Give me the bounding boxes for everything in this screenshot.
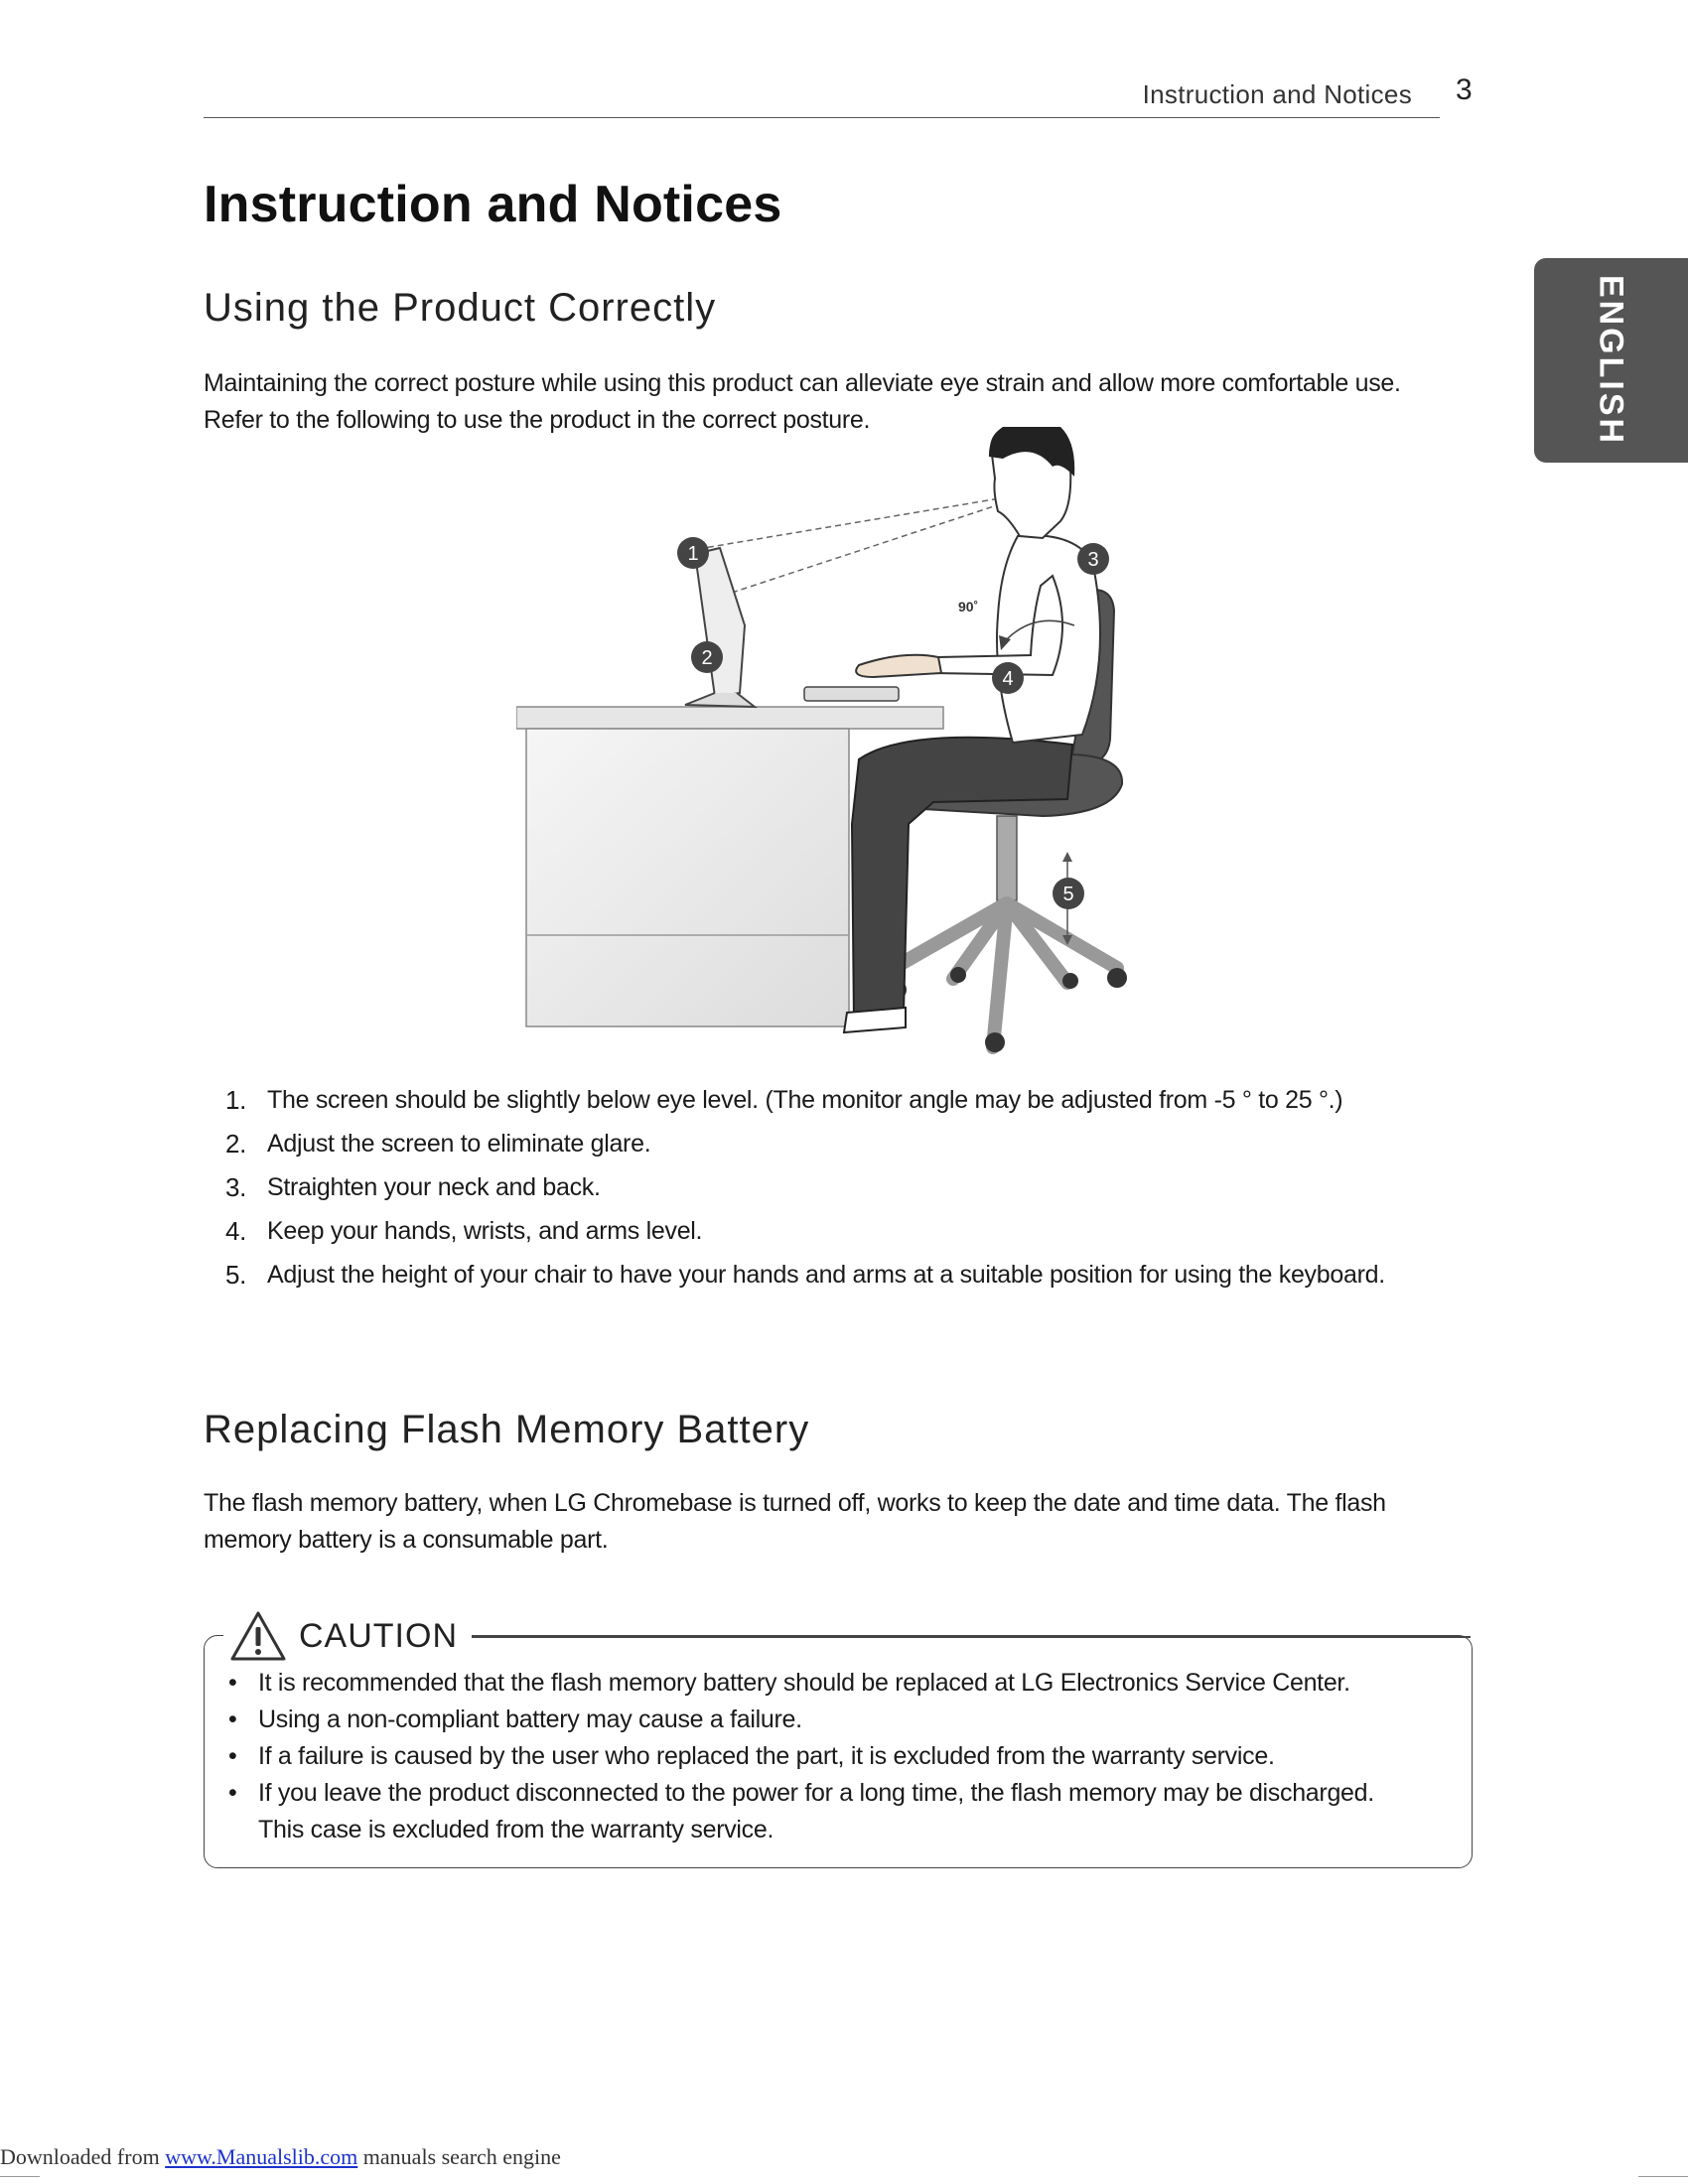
caution-rule [472, 1636, 1471, 1638]
caution-item-4-line-1: • If you leave the product disconnected to the power for a long time, the flash memory may be discharged. [258, 1779, 1374, 1807]
footer [0, 2144, 561, 2170]
step-text: The screen should be slightly below eye level. (The monitor angle may be adjusted from -5 ° to 25 °.) [267, 1086, 1343, 1114]
person-hand [856, 655, 941, 677]
chair-base [894, 903, 1117, 1047]
posture-illustration [516, 427, 1162, 1062]
callout-3 [1077, 543, 1109, 575]
posture-intro-line-1: Maintaining the correct posture while using this product can alleviate eye strain and allow more comfortable use. [204, 369, 1401, 397]
language-tab-label: ENGLISH [1592, 274, 1630, 447]
keyboard [804, 687, 899, 701]
list-item [204, 1126, 1455, 1169]
battery-intro-line-1: The flash memory battery, when LG Chromebase is turned off, works to keep the date and time data. The flash [204, 1489, 1386, 1517]
warning-icon [229, 1610, 287, 1662]
list-item [204, 1213, 1455, 1257]
list-item [204, 1082, 1455, 1126]
callout-1-label: 1 [687, 543, 699, 565]
callout-4 [992, 662, 1024, 694]
list-item [226, 1775, 1448, 1848]
callout-5-label: 5 [1062, 884, 1074, 905]
step-text: Adjust the height of your chair to have your hands and arms at a suitable position for using the keyboard. [267, 1261, 1385, 1289]
callout-2 [691, 641, 723, 673]
footer-crop-mark-right [1638, 2176, 1688, 2177]
step-number: 3. [225, 1172, 247, 1202]
list-item [204, 1169, 1455, 1213]
list-item: • It is recommended that the flash memory battery should be replaced at LG Electronics Service Center. [226, 1665, 1448, 1702]
callout-5 [1053, 878, 1084, 909]
section-heading-battery: Replacing Flash Memory Battery [204, 1408, 810, 1451]
desk-body [526, 729, 849, 1026]
list-item: • If a failure is caused by the user who replaced the part, it is excluded from the warranty service. [226, 1738, 1448, 1775]
angle-label: 90˚ [958, 599, 979, 614]
list-item [204, 1257, 1455, 1300]
caution-list [226, 1665, 1448, 1848]
caution-title: CAUTION [299, 1616, 458, 1655]
callout-3-label: 3 [1087, 549, 1099, 571]
caution-item-4-line-2: This case is excluded from the warranty service. [258, 1816, 774, 1843]
footer-link[interactable]: www.Manualslib.com [165, 2144, 358, 2169]
step-number: 4. [225, 1216, 247, 1246]
sight-line-bottom [732, 504, 1000, 593]
sight-line-top [698, 498, 1000, 549]
battery-intro-line-2: memory battery is a consumable part. [204, 1526, 609, 1554]
desk-top [516, 707, 943, 729]
person-shoe [844, 1008, 906, 1032]
language-tab [1534, 258, 1688, 463]
footer-prefix: Downloaded from [0, 2144, 166, 2169]
step-number: 5. [225, 1260, 247, 1290]
running-header-title: Instruction and Notices [1142, 79, 1412, 109]
section-heading-posture: Using the Product Correctly [204, 286, 717, 330]
running-header [204, 69, 1440, 118]
callout-1 [677, 537, 709, 569]
posture-steps [204, 1082, 1455, 1300]
callout-4-label: 4 [1002, 668, 1014, 690]
posture-intro-line-2: Refer to the following to use the product in the correct posture. [204, 406, 871, 434]
monitor [695, 548, 745, 697]
step-text: Straighten your neck and back. [267, 1173, 601, 1201]
callout-2-label: 2 [701, 647, 713, 669]
list-item: • Using a non-compliant battery may cause a failure. [226, 1702, 1448, 1738]
footer-suffix: manuals search engine [357, 2144, 561, 2169]
chair-column [997, 816, 1017, 900]
caution-header [223, 1606, 1471, 1666]
page-number: 3 [1456, 73, 1473, 106]
monitor-stand [685, 693, 755, 707]
step-number: 1. [225, 1085, 247, 1115]
step-text: Keep your hands, wrists, and arms level. [267, 1217, 703, 1245]
page-title: Instruction and Notices [204, 176, 782, 233]
step-text: Adjust the screen to eliminate glare. [267, 1130, 651, 1158]
step-number: 2. [225, 1129, 247, 1159]
battery-intro [204, 1485, 1455, 1559]
footer-crop-mark-left [0, 2176, 40, 2177]
